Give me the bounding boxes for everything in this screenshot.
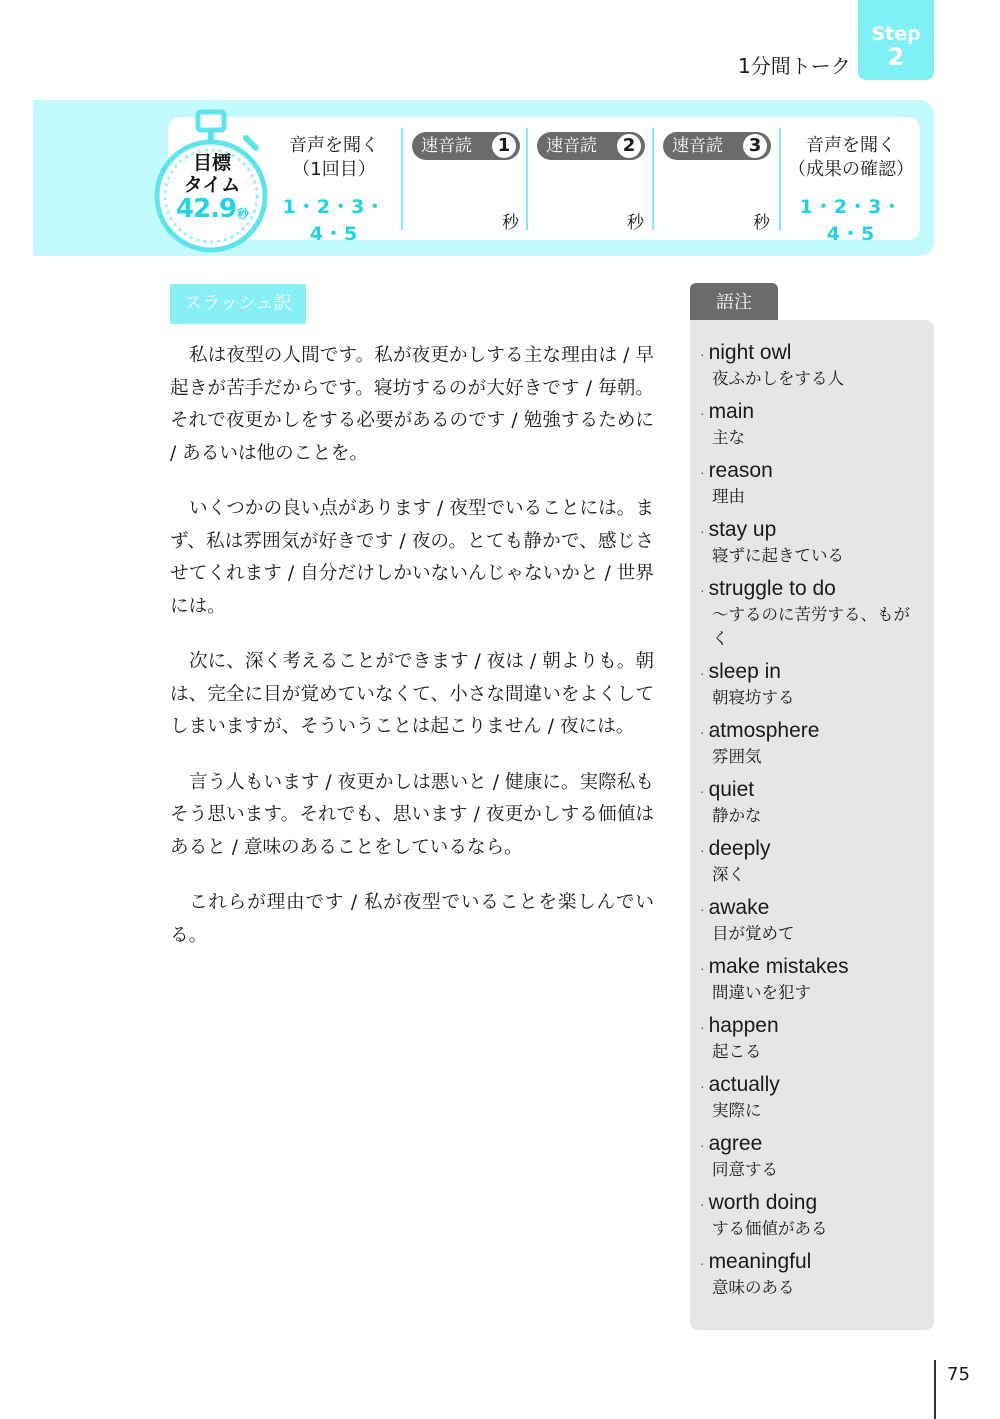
column-divider xyxy=(401,128,403,230)
speed-read-2-label xyxy=(537,132,645,160)
glossary-item xyxy=(700,1131,926,1182)
glossary-meaning: 意味のある xyxy=(712,1278,795,1297)
translation-paragraph: 私は夜型の人間です。私が夜更かしする主な理由は / 早起きが苦手だからです。寝坊するのが大好きです / 毎朝。それで夜更かしをする必要があるのです / 勉強するために / あるいは他のことを。 xyxy=(170,345,654,464)
glossary-item xyxy=(700,1013,926,1064)
glossary-term: · make mistakes xyxy=(700,954,926,981)
section-title: 1分間トーク xyxy=(738,54,851,78)
listen-first-counts[interactable]: 1・2・3・4・5 xyxy=(282,196,386,245)
speed-read-3-seconds[interactable]: 秒 xyxy=(753,213,770,233)
translation-paragraph: 言う人もいます / 夜更かしは悪いと / 健康に。実際私もそう思います。それでも、思います / 夜更かしする価値はあると / 意味のあることをしているなら。 xyxy=(170,771,654,858)
listen-first-line1: 音声を聞く xyxy=(289,135,379,156)
target-time-label xyxy=(158,152,266,196)
listen-first-title xyxy=(272,134,396,182)
glossary-item xyxy=(700,718,926,769)
glossary-meaning: 間違いを犯す xyxy=(712,983,811,1002)
glossary-term: · sleep in xyxy=(700,659,926,686)
speed-read-text: 速音読 xyxy=(421,136,472,156)
listen-first-line2: （1回目） xyxy=(292,159,376,180)
glossary-meaning: する価値がある xyxy=(712,1219,828,1238)
glossary-term: · stay up xyxy=(700,517,926,544)
glossary-item xyxy=(700,659,926,710)
translation-paragraph: これらが理由です / 私が夜型でいることを楽しんでいる。 xyxy=(170,892,654,946)
glossary-term: · reason xyxy=(700,458,926,485)
listen-last-line2: （成果の確認） xyxy=(788,159,914,180)
glossary-item xyxy=(700,458,926,509)
glossary-term: · deeply xyxy=(700,836,926,863)
glossary-item xyxy=(700,1249,926,1300)
listen-last-line1: 音声を聞く xyxy=(806,135,896,156)
glossary-term: · awake xyxy=(700,895,926,922)
speed-read-3-number: 3 xyxy=(743,134,767,158)
speed-read-2-seconds[interactable]: 秒 xyxy=(627,213,644,233)
page-number: 75 xyxy=(947,1364,970,1385)
glossary-meaning: 雰囲気 xyxy=(712,747,762,766)
glossary-term: · agree xyxy=(700,1131,926,1158)
glossary-term: · happen xyxy=(700,1013,926,1040)
target-time-unit: 秒 xyxy=(237,207,250,221)
glossary-item xyxy=(700,340,926,391)
page-rule xyxy=(934,1360,936,1419)
column-divider xyxy=(652,128,654,230)
step-badge xyxy=(858,0,934,80)
translation-paragraph: いくつかの良い点があります / 夜型でいることには。まず、私は雰囲気が好きです / 夜の。とても静かで、感じさせてくれます / 自分だけしかいないんじゃないかと / 世界には。 xyxy=(170,498,654,617)
glossary-term: · night owl xyxy=(700,340,926,367)
speed-read-2-number: 2 xyxy=(617,134,641,158)
glossary-meaning: 静かな xyxy=(712,806,762,825)
speed-read-1-seconds[interactable]: 秒 xyxy=(502,213,519,233)
glossary-meaning: 夜ふかしをする人 xyxy=(712,369,844,388)
step-word: Step xyxy=(871,23,921,45)
speed-read-text: 速音読 xyxy=(672,136,723,156)
speed-read-1-label xyxy=(412,132,520,160)
glossary-item xyxy=(700,954,926,1005)
speed-read-3-label xyxy=(663,132,771,160)
glossary-item xyxy=(700,1190,926,1241)
step-number: 2 xyxy=(887,43,905,71)
target-label-text: 目標 タイム xyxy=(183,152,241,196)
glossary-item xyxy=(700,895,926,946)
translation-paragraph: 次に、深く考えることができます / 夜は / 朝よりも。朝は、完全に目が覚めていなくて、小さな間違いをよくしてしまいますが、そういうことは起こりません / 夜には。 xyxy=(170,651,654,737)
glossary-meaning: 理由 xyxy=(712,487,745,506)
glossary-term: · meaningful xyxy=(700,1249,926,1276)
glossary-item xyxy=(700,777,926,828)
target-time-value: 42.9 xyxy=(176,194,237,224)
glossary-meaning: 主な xyxy=(712,428,745,447)
glossary-term: · worth doing xyxy=(700,1190,926,1217)
glossary-meaning: 実際に xyxy=(712,1101,762,1120)
glossary-item xyxy=(700,399,926,450)
glossary-meaning: 寝ずに起きている xyxy=(712,546,844,565)
glossary-label: 語注 xyxy=(690,283,778,323)
listen-last-title xyxy=(786,134,916,182)
column-divider xyxy=(779,128,781,230)
glossary-item xyxy=(700,1072,926,1123)
glossary-meaning: ～するのに苦労する、もがく xyxy=(712,605,910,648)
glossary-item xyxy=(700,517,926,568)
glossary-meaning: 朝寝坊する xyxy=(712,688,795,707)
glossary-meaning: 目が覚めて xyxy=(712,924,795,943)
column-divider xyxy=(526,128,528,230)
speed-read-1-number: 1 xyxy=(492,134,516,158)
listen-last-counts[interactable]: 1・2・3・4・5 xyxy=(799,196,903,245)
glossary-meaning: 深く xyxy=(712,865,745,884)
glossary-list xyxy=(700,340,926,1308)
glossary-term: · main xyxy=(700,399,926,426)
glossary-term: · quiet xyxy=(700,777,926,804)
glossary-term: · actually xyxy=(700,1072,926,1099)
glossary-term: · atmosphere xyxy=(700,718,926,745)
glossary-item xyxy=(700,836,926,887)
slash-translation-label: スラッシュ訳 xyxy=(170,284,306,324)
glossary-term: · struggle to do xyxy=(700,576,926,603)
glossary-item xyxy=(700,576,926,651)
glossary-meaning: 起こる xyxy=(712,1042,762,1061)
translation-body xyxy=(170,340,654,975)
glossary-meaning: 同意する xyxy=(712,1160,778,1179)
speed-read-text: 速音読 xyxy=(546,136,597,156)
